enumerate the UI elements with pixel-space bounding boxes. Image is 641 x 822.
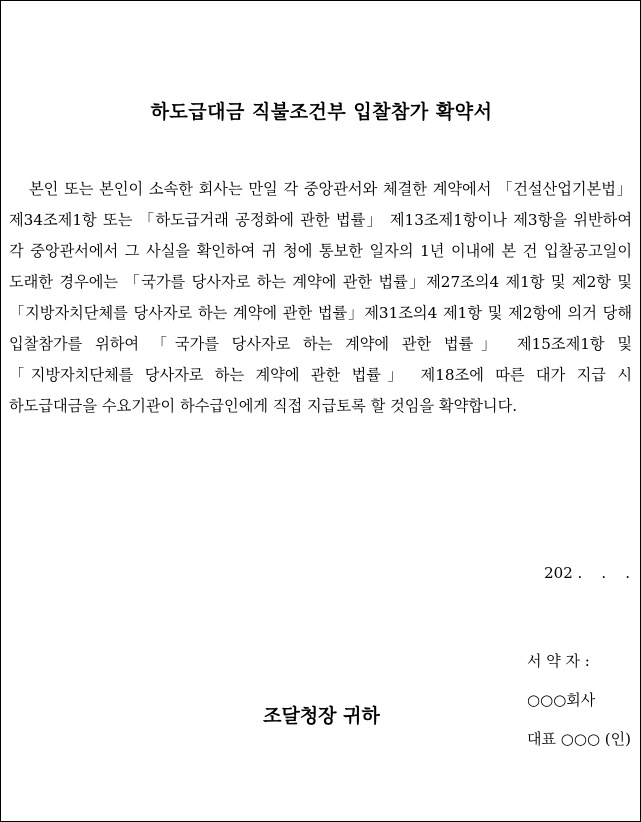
pledge-body: 본인 또는 본인이 소속한 회사는 만일 각 중앙관서와 체결한 계약에서 「건설산업기본법」제34조제1항 또는 「하도급거래 공정화에 관한 법률」 제13조제1항이나 제3항을 위반하여 각 중앙관서에서 그 사실을 확인하여 귀 청에 통보한 일자의 1년 이내에 본 건 입찰공고일이 도래한 경우에는 「국가를 당사자로 하는 계약에 관한 법률」제27조의4 제1항 및 제2항 및 「지방자치단체를 당사자로 하는 계약에 관한 법률」제31조의4 제1항 및 제2항에 의거 당해 입찰참가를 위하여 「국가를 당사자로 하는 계약에 관한 법률」 제15조제1항 및 「지방자치단체를 당사자로 하는 계약에 관한 법률」 제18조에 따른 대가 지급 시 하도급대금을 수요기관이 하수급인에게 직접 지급토록 할 것임을 확약합니다. [9, 180, 632, 415]
signature-line [508, 632, 631, 767]
representative: 대표 ○○○ (인) [527, 730, 631, 748]
signer-label: 서 약 자 : [527, 652, 590, 670]
document-title: 하도급대금 직불조건부 입찰참가 확약서 [150, 101, 493, 123]
date-line: 202 . . . [544, 564, 630, 582]
addressee: 조달청장 귀하 [263, 705, 380, 727]
company-name: ○○○회사 [527, 691, 596, 709]
spacer [527, 671, 537, 689]
